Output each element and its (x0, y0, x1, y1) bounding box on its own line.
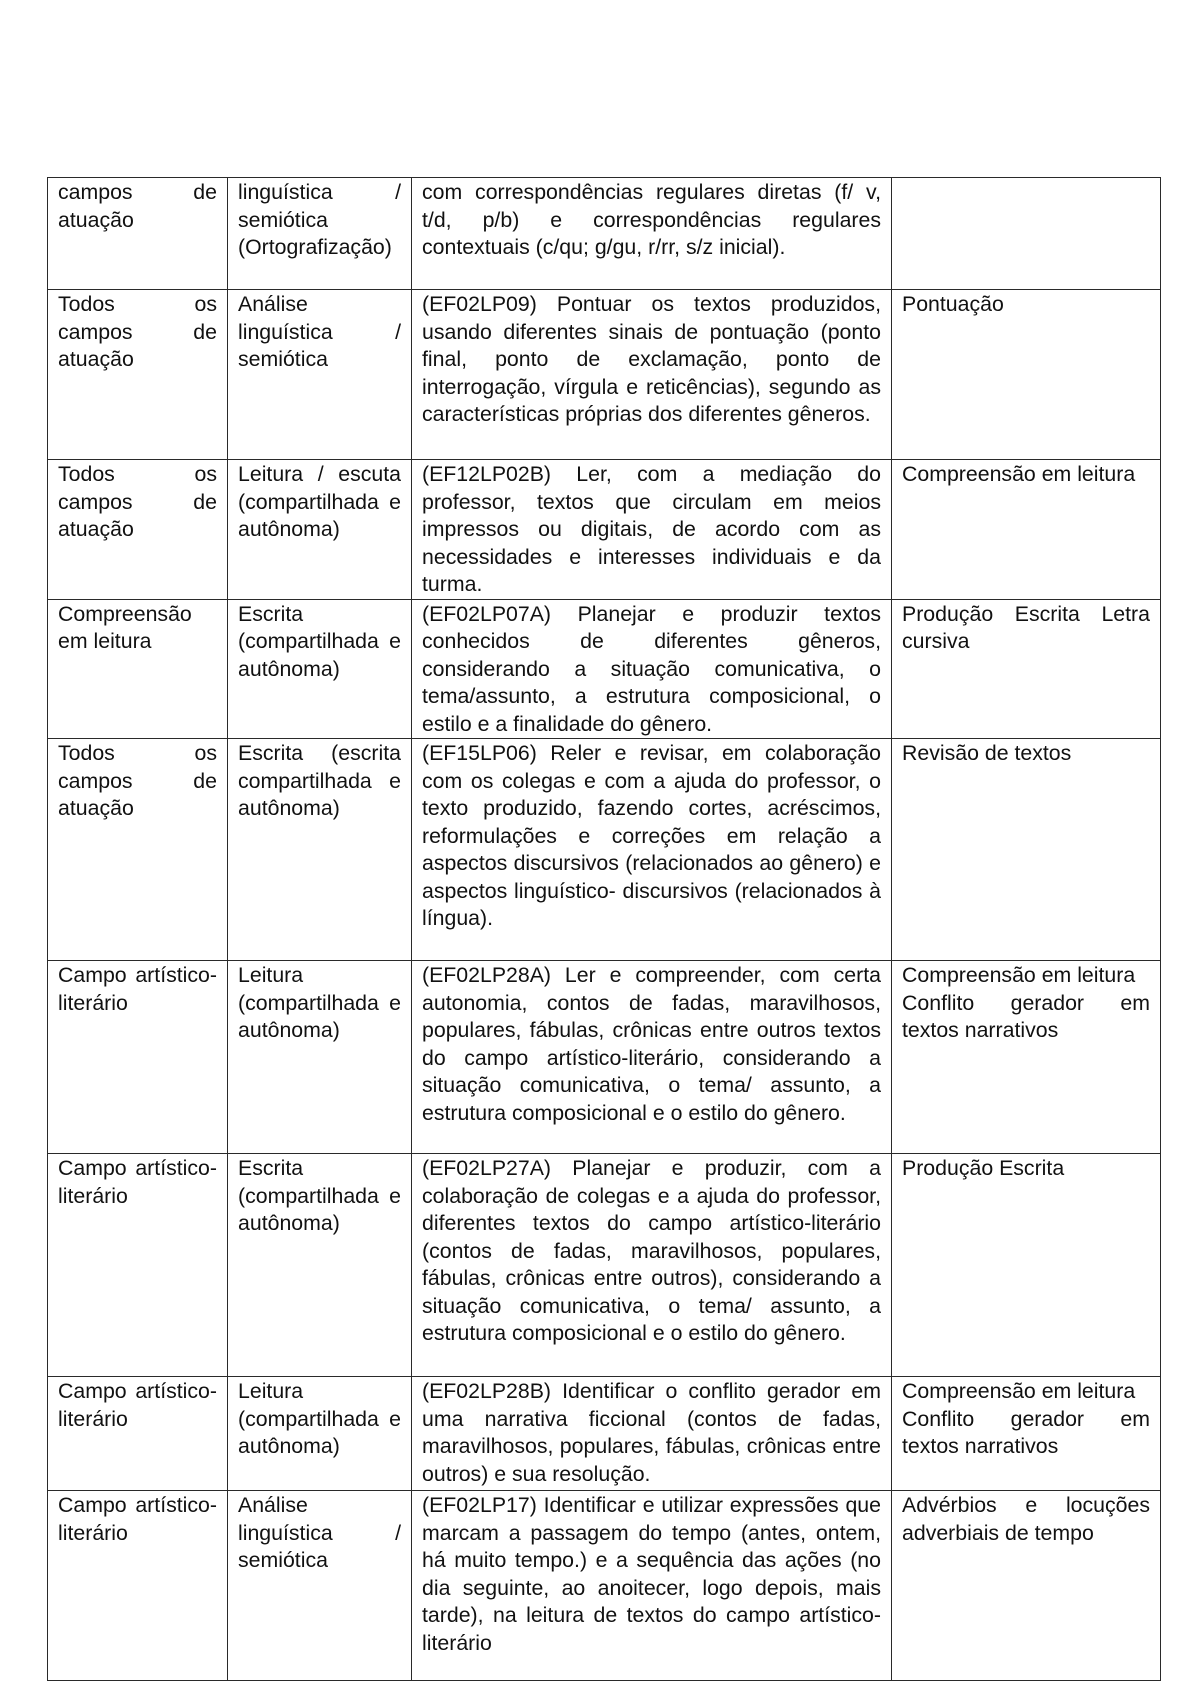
table-row (48, 739, 1161, 961)
pratica-cell: Análise linguística / semiótica (228, 1491, 412, 1681)
campo-cell: Campo artístico-literário (48, 1377, 228, 1491)
curriculum-table (47, 177, 1161, 1681)
campo-cell: campos de atuação (48, 178, 228, 290)
table-row (48, 1154, 1161, 1377)
objeto-cell (892, 178, 1161, 290)
habilidade-cell: com correspondências regulares diretas (f/ v, t/d, p/b) e correspondências regulares contextuais (c/qu; g/gu, r/rr, s/z inicial). (412, 178, 892, 290)
table-row (48, 178, 1161, 290)
pratica-cell: linguística / semiótica (Ortografização) (228, 178, 412, 290)
table-row (48, 460, 1161, 600)
objeto-cell: Advérbios e locuções adverbiais de tempo (892, 1491, 1161, 1681)
objeto-cell: Compreensão em leitura Conflito gerador em textos narrativos (892, 1377, 1161, 1491)
campo-cell: Todos os campos de atuação (48, 739, 228, 961)
objeto-cell: Compreensão em leitura Conflito gerador em textos narrativos (892, 961, 1161, 1154)
habilidade-cell: (EF02LP28B) Identificar o conflito gerador em uma narrativa ficcional (contos de fadas, maravilhosos, populares, fábulas, crônicas entre outros) e sua resolução. (412, 1377, 892, 1491)
table-row (48, 290, 1161, 460)
campo-cell: Campo artístico-literário (48, 961, 228, 1154)
objeto-cell: Produção Escrita (892, 1154, 1161, 1377)
habilidade-cell: (EF02LP09) Pontuar os textos produzidos, usando diferentes sinais de pontuação (ponto final, ponto de exclamação, ponto de interrogação, vírgula e reticências), segundo as características próprias dos diferentes gêneros. (412, 290, 892, 460)
pratica-cell: Análise linguística / semiótica (228, 290, 412, 460)
table-row (48, 599, 1161, 739)
table-row (48, 1491, 1161, 1681)
pratica-cell: Leitura / escuta (compartilhada e autônoma) (228, 460, 412, 600)
habilidade-cell: (EF12LP02B) Ler, com a mediação do professor, textos que circulam em meios impressos ou digitais, de acordo com as necessidades e interesses individuais e da turma. (412, 460, 892, 600)
table-row (48, 1377, 1161, 1491)
objeto-cell: Pontuação (892, 290, 1161, 460)
pratica-cell: Escrita (compartilhada e autônoma) (228, 1154, 412, 1377)
pratica-cell: Escrita (compartilhada e autônoma) (228, 599, 412, 739)
habilidade-cell: (EF02LP07A) Planejar e produzir textos conhecidos de diferentes gêneros, considerando a situação comunicativa, o tema/assunto, a estrutura composicional, o estilo e a finalidade do gênero. (412, 599, 892, 739)
campo-cell: Todos os campos de atuação (48, 460, 228, 600)
pratica-cell: Escrita (escrita compartilhada e autônoma) (228, 739, 412, 961)
table-row (48, 961, 1161, 1154)
campo-cell: Campo artístico-literário (48, 1491, 228, 1681)
campo-cell: Todos os campos de atuação (48, 290, 228, 460)
pratica-cell: Leitura (compartilhada e autônoma) (228, 1377, 412, 1491)
habilidade-cell: (EF02LP27A) Planejar e produzir, com a colaboração de colegas e a ajuda do professor, diferentes textos do campo artístico-literário (contos de fadas, maravilhosos, populares, fábulas, crônicas entre outros), considerando a situação comunicativa, o tema/ assunto, a estrutura composicional e o estilo do gênero. (412, 1154, 892, 1377)
habilidade-cell: (EF02LP28A) Ler e compreender, com certa autonomia, contos de fadas, maravilhosos, populares, fábulas, crônicas entre outros textos do campo artístico-literário, considerando a situação comunicativa, o tema/ assunto, a estrutura composicional e o estilo do gênero. (412, 961, 892, 1154)
objeto-cell: Revisão de textos (892, 739, 1161, 961)
campo-cell: Campo artístico-literário (48, 1154, 228, 1377)
objeto-cell: Produção Escrita Letra cursiva (892, 599, 1161, 739)
habilidade-cell: (EF02LP17) Identificar e utilizar expressões que marcam a passagem do tempo (antes, ontem, há muito tempo.) e a sequência das ações (no dia seguinte, ao anoitecer, logo depois, mais tarde), na leitura de textos do campo artístico-literário (412, 1491, 892, 1681)
campo-cell: Compreensão em leitura (48, 599, 228, 739)
pratica-cell: Leitura (compartilhada e autônoma) (228, 961, 412, 1154)
habilidade-cell: (EF15LP06) Reler e revisar, em colaboração com os colegas e com a ajuda do professor, o texto produzido, fazendo cortes, acréscimos, reformulações e correções em relação a aspectos discursivos (relacionados ao gênero) e aspectos linguístico- discursivos (relacionados à língua). (412, 739, 892, 961)
objeto-cell: Compreensão em leitura (892, 460, 1161, 600)
